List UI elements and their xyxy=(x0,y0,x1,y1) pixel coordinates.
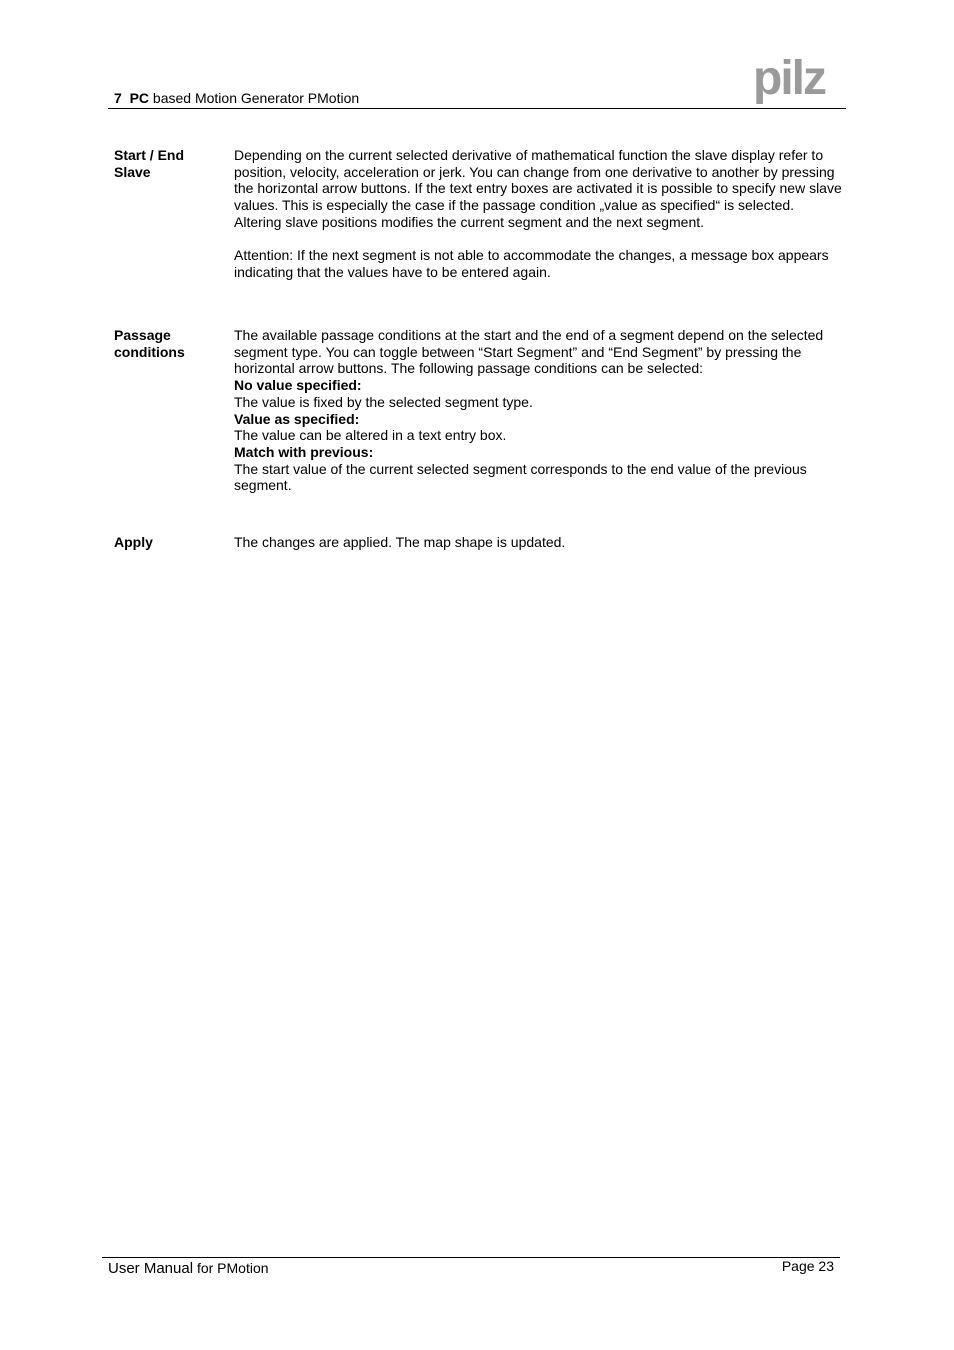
condition-title: Value as specified: xyxy=(234,410,360,427)
desc-start-end-slave xyxy=(234,147,846,281)
passage-intro: The available passage conditions at the start and the end of a segment depend on the selected segment type. You can toggle between “Start Segment” and “End Segment” by pressing the horizontal arrow buttons. The following passage conditions can be selected: xyxy=(234,327,824,377)
slave-paragraph-1: Depending on the current selected derivative of mathematical function the slave display refer to position, velocity, acceleration or jerk. You can change from one derivative to another by pressing the horizontal arrow buttons. If the text entry boxes are activated it is possible to specify new slave values. This is especially the case if the passage condition „value as specified“ is selected. xyxy=(234,147,842,214)
logo-text: pilz xyxy=(753,56,825,105)
footer-manual xyxy=(108,1260,269,1277)
blank-line xyxy=(234,231,846,248)
desc-passage-conditions xyxy=(234,327,846,494)
chapter-pc: PC xyxy=(129,90,150,106)
page-footer xyxy=(102,1257,840,1280)
condition-text: The value is fixed by the selected segment type. xyxy=(234,393,533,410)
chapter-number: 7 xyxy=(114,90,122,106)
slave-attention: Attention: If the next segment is not able to accommodate the changes, a message box appears indicating that the values have to be entered again. xyxy=(234,247,829,280)
condition-title: Match with previous: xyxy=(234,443,374,460)
page-number: Page 23 xyxy=(781,1258,834,1274)
slave-paragraph-2: Altering slave positions modifies the current segment and the next segment. xyxy=(234,213,705,230)
desc-apply: The changes are applied. The map shape is updated. xyxy=(234,534,566,550)
pilz-logo xyxy=(753,56,843,108)
condition-title: No value specified: xyxy=(234,377,362,394)
condition-text: The value can be altered in a text entry box. xyxy=(234,427,507,444)
term-apply: Apply xyxy=(114,534,153,550)
condition-text: The start value of the current selected segment corresponds to the end value of the previous segment. xyxy=(234,460,807,494)
manual-for: for PMotion xyxy=(196,1260,269,1276)
page-header xyxy=(108,88,846,109)
chapter-name: based Motion Generator PMotion xyxy=(152,90,360,106)
term-passage-conditions: Passage conditions xyxy=(114,327,185,360)
term-start-end-slave: Start / End Slave xyxy=(114,147,185,180)
manual-title: User Manual xyxy=(108,1260,194,1277)
chapter-title xyxy=(114,90,359,106)
